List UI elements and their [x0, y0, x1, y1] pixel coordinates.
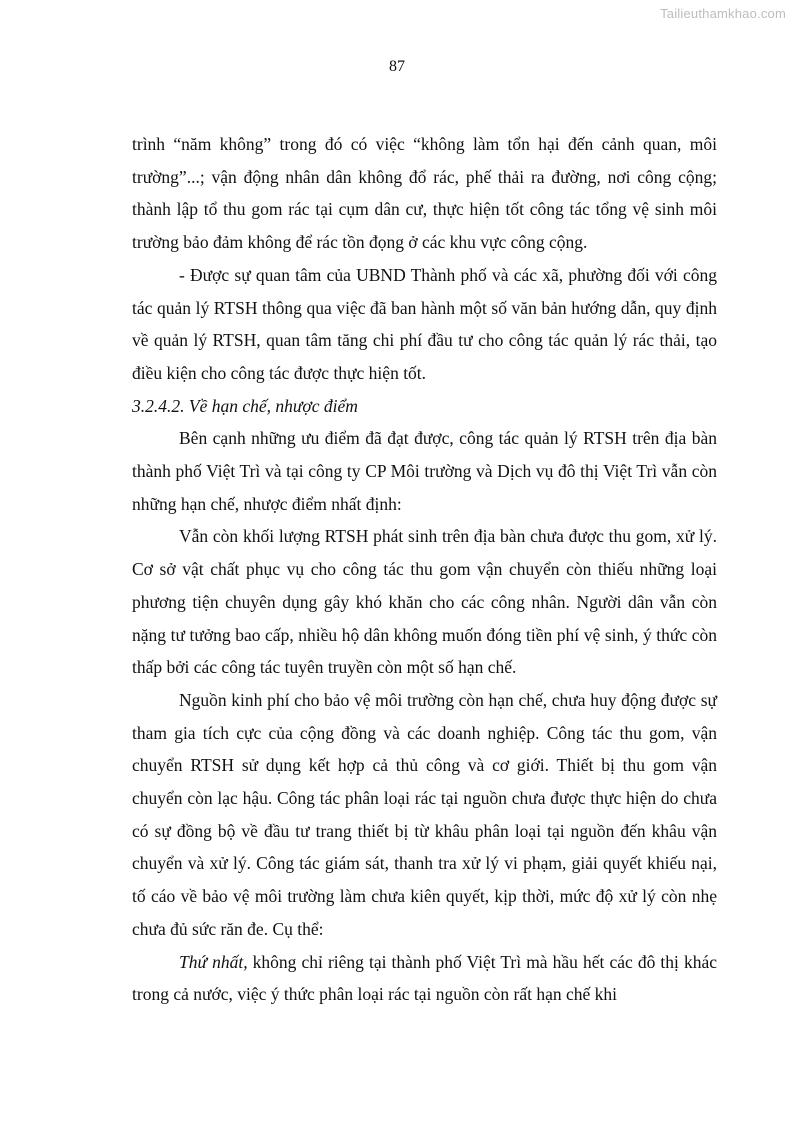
watermark: Tailieuthamkhao.com — [660, 6, 786, 21]
paragraph-collection: Vẫn còn khối lượng RTSH phát sinh trên địa bàn chưa được thu gom, xử lý. Cơ sở vật chất phục vụ cho công tác thu gom vận chuyển còn thiếu những loại phương tiện chuyên dụng gây khó khăn cho các công nhân. Người dân vẫn còn nặng tư tưởng bao cấp, nhiều hộ dân không muốn đóng tiền phí vệ sinh, ý thức còn thấp bởi các công tác tuyên truyền còn một số hạn chế. — [132, 526, 717, 678]
first-point-label: Thứ nhất, — [179, 951, 248, 972]
paragraph-first — [132, 946, 717, 1011]
first-point-text: không chỉ riêng tại thành phố Việt Trì mà hầu hết các đô thị khác trong cả nước, việc ý thức phân loại rác tại nguồn còn rất hạn chế khi — [132, 951, 717, 1005]
paragraph-ubnd: - Được sự quan tâm của UBND Thành phố và các xã, phường đối với công tác quản lý RTSH thông qua việc đã ban hành một số văn bản hướng dẫn, quy định về quản lý RTSH, quan tâm tăng chi phí đầu tư cho công tác quản lý rác thải, tạo điều kiện cho công tác được thực hiện tốt. — [132, 264, 717, 383]
paragraph-intro: Bên cạnh những ưu điểm đã đạt được, công tác quản lý RTSH trên địa bàn thành phố Việt Trì và tại công ty CP Môi trường và Dịch vụ đô thị Việt Trì vẫn còn những hạn chế, nhược điểm nhất định: — [132, 428, 717, 514]
section-heading: 3.2.4.2. Về hạn chế, nhược điểm — [132, 395, 358, 416]
page-number: 87 — [389, 58, 405, 75]
document-body — [132, 128, 717, 1011]
paragraph-continuation: trình “năm không” trong đó có việc “không làm tổn hại đến cảnh quan, môi trường”...; vận động nhân dân không đổ rác, phế thải ra đường, nơi công cộng; thành lập tổ thu gom rác tại cụm dân cư, thực hiện tốt công tác tổng vệ sinh môi trường bảo đảm không để rác tồn đọng ở các khu vực công cộng. — [132, 134, 717, 253]
paragraph-funding: Nguồn kinh phí cho bảo vệ môi trường còn hạn chế, chưa huy động được sự tham gia tích cực của cộng đồng và các doanh nghiệp. Công tác thu gom, vận chuyển RTSH sử dụng kết hợp cả thủ công và cơ giới. Thiết bị thu gom vận chuyển còn lạc hậu. Công tác phân loại rác tại nguồn chưa được thực hiện do chưa có sự đồng bộ về đầu tư trang thiết bị từ khâu phân loại tại nguồn đến khâu vận chuyển và xử lý. Công tác giám sát, thanh tra xử lý vi phạm, giải quyết khiếu nại, tố cáo về bảo vệ môi trường làm chưa kiên quyết, kịp thời, mức độ xử lý còn nhẹ chưa đủ sức răn đe. Cụ thể: — [132, 689, 717, 939]
